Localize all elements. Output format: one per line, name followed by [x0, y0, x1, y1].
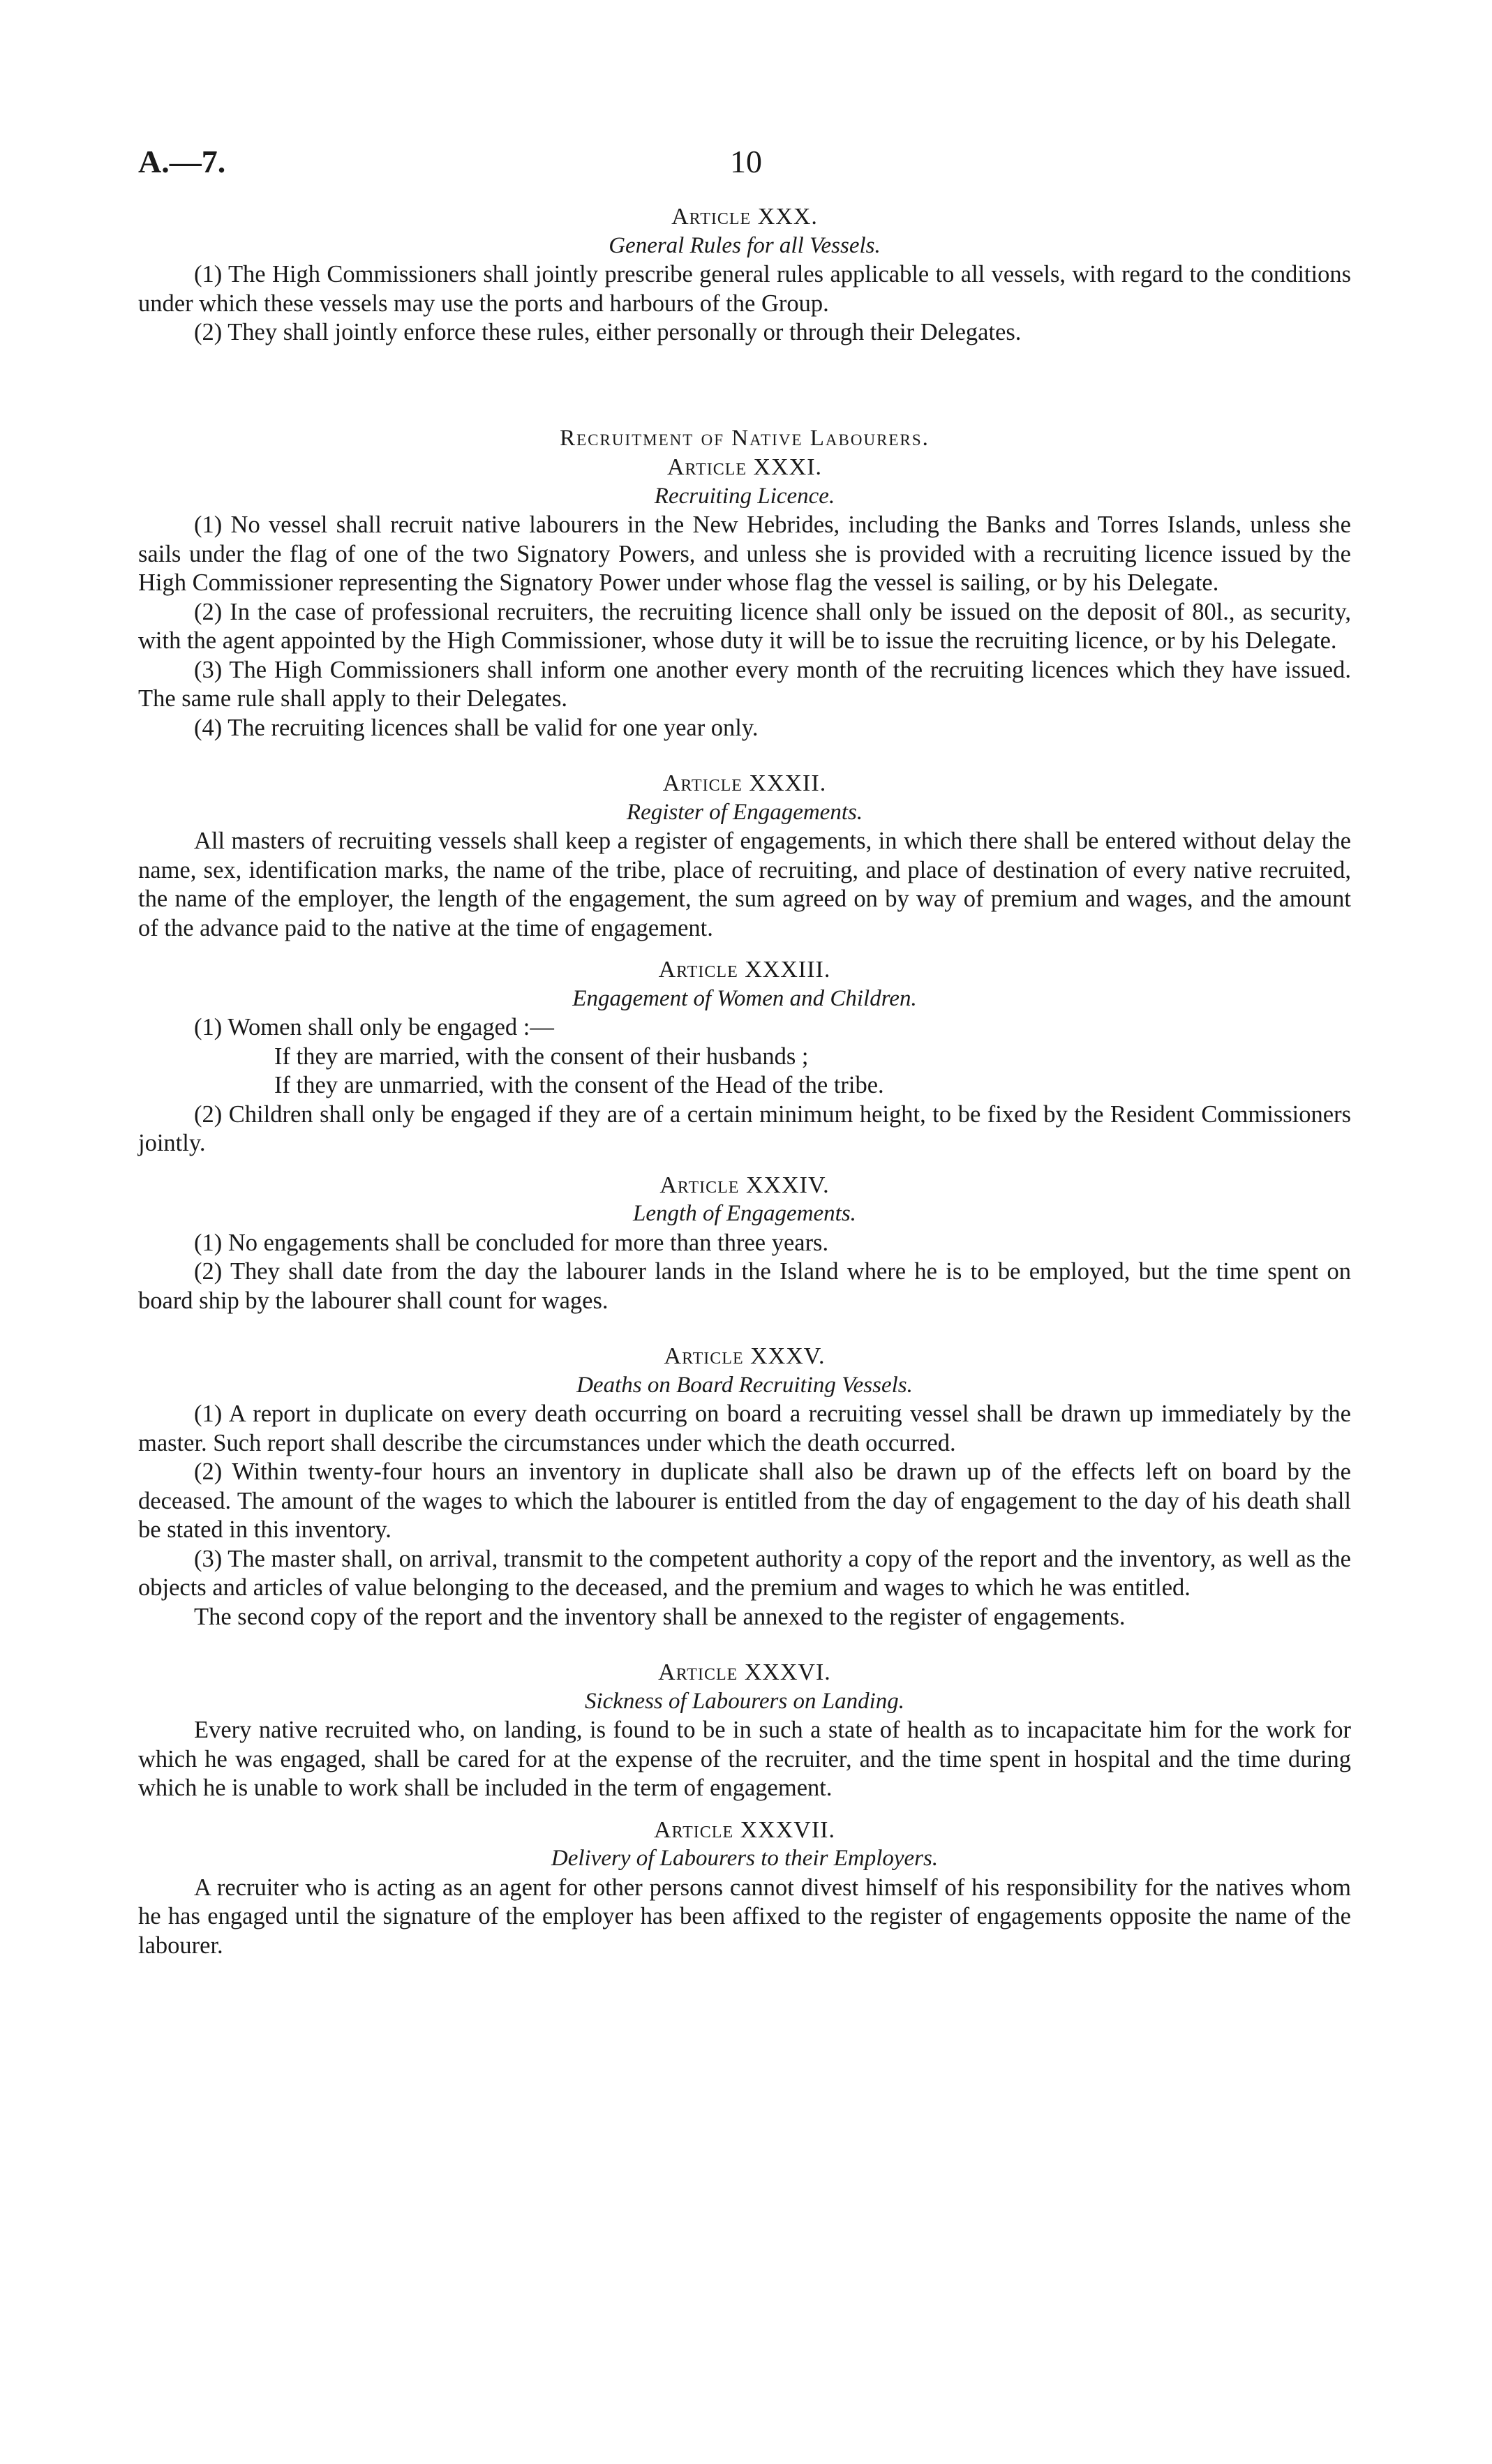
- article-title: Delivery of Labourers to their Employers.: [551, 1846, 939, 1871]
- article-heading: Article XXXV.: [664, 1343, 826, 1369]
- article-title: Recruiting Licence.: [654, 483, 835, 509]
- article-title: General Rules for all Vessels.: [609, 232, 881, 258]
- paragraph: (2) They shall jointly enforce these rules, either personally or through their Delegates.: [194, 319, 1022, 345]
- article-heading: Article XXXVI.: [658, 1659, 831, 1685]
- list-line: If they are unmarried, with the consent of the Head of the tribe.: [274, 1072, 884, 1098]
- article-title: Register of Engagements.: [626, 799, 863, 825]
- document-body: [138, 202, 1351, 1960]
- paragraph: Every native recruited who, on landing, is found to be in such a state of health as to incapacitate him for the work for which he was engaged, shall be cared for at the expense of the recruiter, and the time spent in hospital and the time during which he is unable to work shall be included in the term of engagement.: [138, 1717, 1351, 1801]
- document-reference: A.—7.: [138, 144, 226, 179]
- article-title: Deaths on Board Recruiting Vessels.: [576, 1372, 913, 1398]
- list-line: If they are married, with the consent of their husbands ;: [274, 1043, 809, 1070]
- article-heading: Article XXXIII.: [658, 957, 831, 983]
- paragraph: (3) The High Commissioners shall inform one another every month of the recruiting licences which they have issued. The same rule shall apply to their Delegates.: [138, 656, 1351, 712]
- article-heading: Article XXX.: [671, 204, 818, 230]
- paragraph: The second copy of the report and the inventory shall be annexed to the register of engagements.: [194, 1603, 1126, 1630]
- article-heading: Article XXXIV.: [659, 1172, 830, 1198]
- paragraph: (2) In the case of professional recruiters, the recruiting licence shall only be issued on the deposit of 80l., as security, with the agent appointed by the High Commissioner, whose duty it will be to issue the recruiting licence, or by his Delegate.: [138, 598, 1351, 654]
- paragraph: (4) The recruiting licences shall be valid for one year only.: [194, 714, 759, 741]
- paragraph: All masters of recruiting vessels shall keep a register of engagements, in which there shall be entered without delay the name, sex, identification marks, the name of the tribe, place of recruiting, and place of destination of every native recruited, the name of the employer, the length of the engagement, the sum agreed on by way of premium and wages, and the amount of the advance paid to the native at the time of engagement.: [138, 828, 1351, 941]
- article-title: Engagement of Women and Children.: [572, 985, 917, 1011]
- section-title: Recruitment of Native Labourers.: [560, 425, 930, 451]
- paragraph: (2) They shall date from the day the labourer lands in the Island where he is to be employed, but the time spent on board ship by the labourer shall count for wages.: [138, 1258, 1351, 1314]
- paragraph: (2) Within twenty-four hours an inventory in duplicate shall also be drawn up of the effects left on board by the deceased. The amount of the wages to which the labourer is entitled from the day of engagement to the day of his death shall be stated in this inventory.: [138, 1458, 1351, 1543]
- article-title: Length of Engagements.: [633, 1201, 856, 1226]
- article-heading: Article XXXVII.: [654, 1816, 835, 1843]
- page-header: [138, 143, 1354, 192]
- article-title: Sickness of Labourers on Landing.: [584, 1688, 905, 1714]
- paragraph: A recruiter who is acting as an agent for other persons cannot divest himself of his responsibility for the natives whom he has engaged until the signature of the employer has been affixed to the register of engagements opposite the name of the labourer.: [138, 1874, 1351, 1959]
- article-heading: Article XXXI.: [666, 454, 823, 480]
- paragraph: (1) A report in duplicate on every death occurring on board a recruiting vessel shall be drawn up immediately by the master. Such report shall describe the circumstances under which the death occurred.: [138, 1401, 1351, 1456]
- paragraph: (1) No engagements shall be concluded for more than three years.: [194, 1229, 829, 1256]
- paragraph: (3) The master shall, on arrival, transmit to the competent authority a copy of the report and the inventory, as well as the objects and articles of value belonging to the deceased, and the premium and wages to which he was entitled.: [138, 1545, 1351, 1601]
- paragraph: (1) No vessel shall recruit native labourers in the New Hebrides, including the Banks and Torres Islands, unless she sails under the flag of one of the two Signatory Powers, and unless she is provided with a recruiting licence issued by the High Commissioner representing the Signatory Power under whose flag the vessel is sailing, or by his Delegate.: [138, 512, 1351, 596]
- paragraph: (1) The High Commissioners shall jointly prescribe general rules applicable to all vessels, with regard to the conditions under which these vessels may use the ports and harbours of the Group.: [138, 261, 1351, 317]
- paragraph: (1) Women shall only be engaged :—: [194, 1014, 554, 1040]
- paragraph: (2) Children shall only be engaged if they are of a certain minimum height, to be fixed by the Resident Commissioners jointly.: [138, 1100, 1351, 1156]
- article-heading: Article XXXII.: [662, 770, 827, 796]
- page-number: 10: [730, 144, 762, 179]
